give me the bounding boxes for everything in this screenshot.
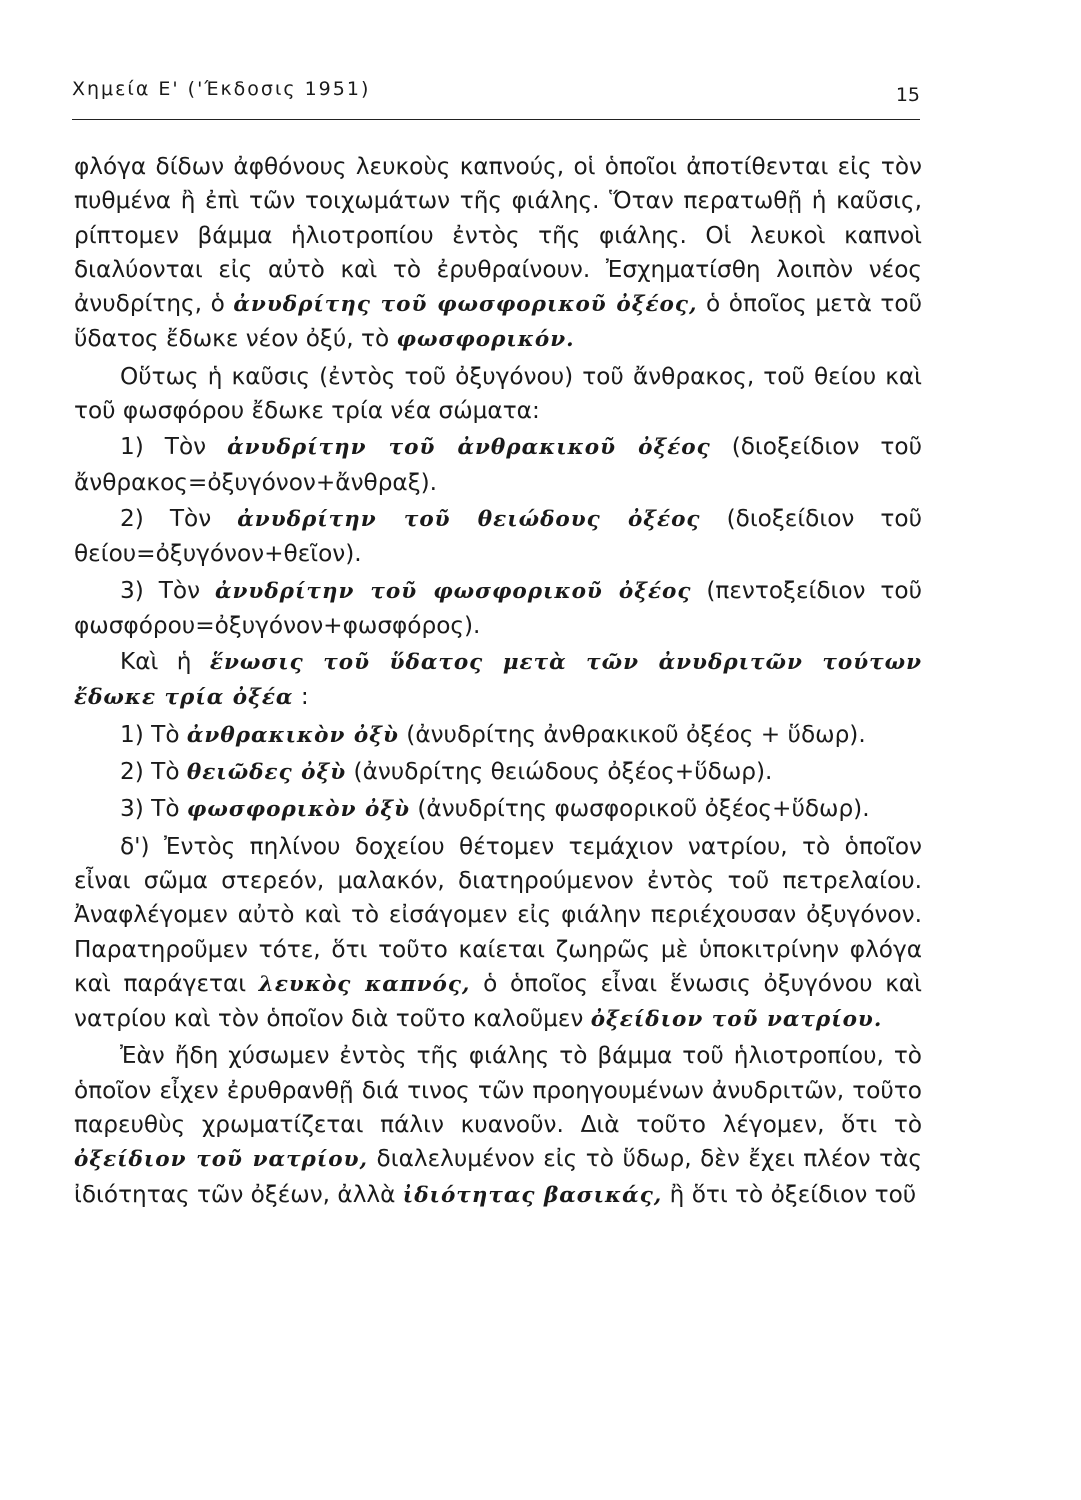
paragraph-text: φλόγα δίδων ἀφθόνους λευκοὺς καπνούς, οἱ ὁποῖοι ἀποτίθενται εἰς τὸν πυθμένα ἢ ἐπὶ τῶν τοιχωμάτων τῆς φιάλης. Ὅταν περατωθῇ ἡ καῦσις, ρίπτομεν βάμμα ἡλιοτροπίου ἐντὸς τῆς φιάλης. Οἱ λευκοὶ καπνοὶ διαλύονται εἰς αὐτὸ καὶ τὸ ἐρυθραίνουν. Ἐσχηματίσθη λοιπὸν νέος ἀνυδρίτης, ὁ — [74, 153, 922, 318]
emphasis-text: ἕνωσις τοῦ ὕδατος μετὰ τῶν ἀνυδριτῶν τούτων ἔδωκε τρία ὀξέα — [74, 650, 923, 711]
paragraph-p10 — [74, 830, 922, 1038]
paragraph-text: 3) Τὸ — [120, 795, 187, 823]
paragraph-text: δ') Ἐντὸς πηλίνου δοχείου θέτομεν τεμάχιον νατρίου, τὸ ὁποῖον εἶναι σῶμα στερεόν, μαλακόν, διατηρούμενον ἐντὸς τοῦ πετρελαίου. Ἀναφλέγομεν αὐτὸ καὶ τὸ εἰσάγομεν εἰς φιάλην περιέχουσαν ὀξυγόνον. Παρατηροῦμεν τότε, ὅτι τοῦτο καίεται ζωηρῶς μὲ ὑποκιτρίνην φλόγα καὶ παράγεται — [74, 832, 922, 997]
emphasis-text: θειῶδες ὀξὺ — [186, 760, 347, 786]
paragraph-text: Καὶ ἡ — [120, 648, 210, 676]
emphasis-text: φωσφορικὸν ὀξὺ — [186, 797, 411, 823]
page-number: 15 — [895, 84, 920, 106]
paragraph-text: 1) Τὸ — [120, 720, 187, 748]
emphasis-text: φωσφορικόν. — [396, 327, 575, 353]
page-header — [72, 78, 920, 114]
paragraph-text: ἢ ὅτι τὸ ὀξείδιον τοῦ — [662, 1180, 917, 1208]
paragraph-p1 — [74, 150, 922, 358]
emphasis-text: λευκὸς καπνός, — [258, 971, 471, 997]
paragraph-text: 2) Τὸ — [120, 758, 187, 786]
paragraph-text: 3) Τὸν — [120, 576, 215, 604]
paragraph-text: Οὕτως ἡ καῦσις (ἐντὸς τοῦ ὀξυγόνου) τοῦ ἄνθρακος, τοῦ θείου καὶ τοῦ φωσφόρου ἔδωκε τρία νέα σώματα: — [74, 362, 922, 425]
paragraph-p3 — [74, 430, 922, 500]
body-text — [74, 150, 922, 1215]
paragraph-p6 — [74, 645, 922, 716]
paragraph-p4 — [74, 502, 922, 572]
paragraph-text: (διοξείδιον τοῦ θείου=ὀξυγόνον+θεῖον). — [74, 504, 922, 568]
paragraph-text: (πεντοξείδιον τοῦ φωσφόρου=ὀξυγόνον+φωσφόρος). — [74, 576, 922, 639]
paragraph-text: ὁ ὁποῖος μετὰ τοῦ ὕδατος ἔδωκε νέον ὀξύ, τὸ — [74, 290, 922, 353]
paragraph-text: 1) Τὸν — [120, 433, 228, 461]
paragraph-text: (ἀνυδρίτης ἀνθρακικοῦ ὀξέος + ὕδωρ). — [398, 720, 866, 748]
running-title: Χημεία Ε' ('Έκδοσις 1951) — [72, 78, 371, 100]
paragraph-p2 — [74, 360, 922, 429]
paragraph-text: Ἐὰν ἤδη χύσωμεν ἐντὸς τῆς φιάλης τὸ βάμμα τοῦ ἡλιοτροπίου, τὸ ὁποῖον εἶχεν ἐρυθρανθῇ διά τινος τῶν προηγουμένων ἀνυδριτῶν, τοῦτο παρευθὺς χρωματίζεται πάλιν κυανοῦν. Διὰ τοῦτο λέγομεν, ὅτι τὸ — [74, 1042, 922, 1139]
paragraph-p9 — [74, 792, 922, 827]
emphasis-text: ἀνυδρίτης τοῦ φωσφορικοῦ ὀξέος, — [233, 292, 698, 318]
paragraph-p11 — [74, 1039, 922, 1212]
paragraph-text: 2) Τὸν — [120, 504, 238, 532]
emphasis-text: ἀνυδρίτην τοῦ θειώδους ὀξέος — [237, 506, 701, 532]
paragraph-text: (ἀνυδρίτης φωσφορικοῦ ὀξέος+ὕδωρ). — [410, 795, 870, 823]
paragraph-text: : — [293, 683, 309, 711]
paragraph-p7 — [74, 718, 922, 753]
paragraph-p5 — [74, 574, 922, 644]
paragraph-text: διαλελυμένον εἰς τὸ ὕδωρ, δὲν ἔχει πλέον τὰς ἰδιότητας τῶν ὀξέων, ἀλλὰ — [74, 1145, 922, 1208]
header-rule — [72, 119, 920, 120]
emphasis-text: ἀνυδρίτην τοῦ φωσφορικοῦ ὀξέος — [214, 578, 692, 604]
paragraph-text: ὁ ὁποῖος εἶναι ἕνωσις ὀξυγόνου καὶ νατρίου καὶ τὸν ὁποῖον διὰ τοῦτο καλοῦμεν — [74, 969, 922, 1033]
emphasis-text: ἰδιότητας βασικάς, — [402, 1182, 663, 1208]
emphasis-text: ἀνθρακικὸν ὀξὺ — [186, 722, 399, 748]
emphasis-text: ὀξείδιον τοῦ νατρίου, — [74, 1147, 368, 1173]
paragraph-text: (διοξείδιον τοῦ ἄνθρακος=ὀξυγόνον+ἄνθραξ). — [74, 433, 922, 496]
emphasis-text: ἀνυδρίτην τοῦ ἀνθρακικοῦ ὀξέος — [227, 435, 711, 461]
emphasis-text: ὀξείδιον τοῦ νατρίου. — [590, 1007, 883, 1033]
paragraph-p8 — [74, 755, 922, 790]
paragraph-text: (ἀνυδρίτης θειώδους ὀξέος+ὕδωρ). — [346, 758, 773, 786]
